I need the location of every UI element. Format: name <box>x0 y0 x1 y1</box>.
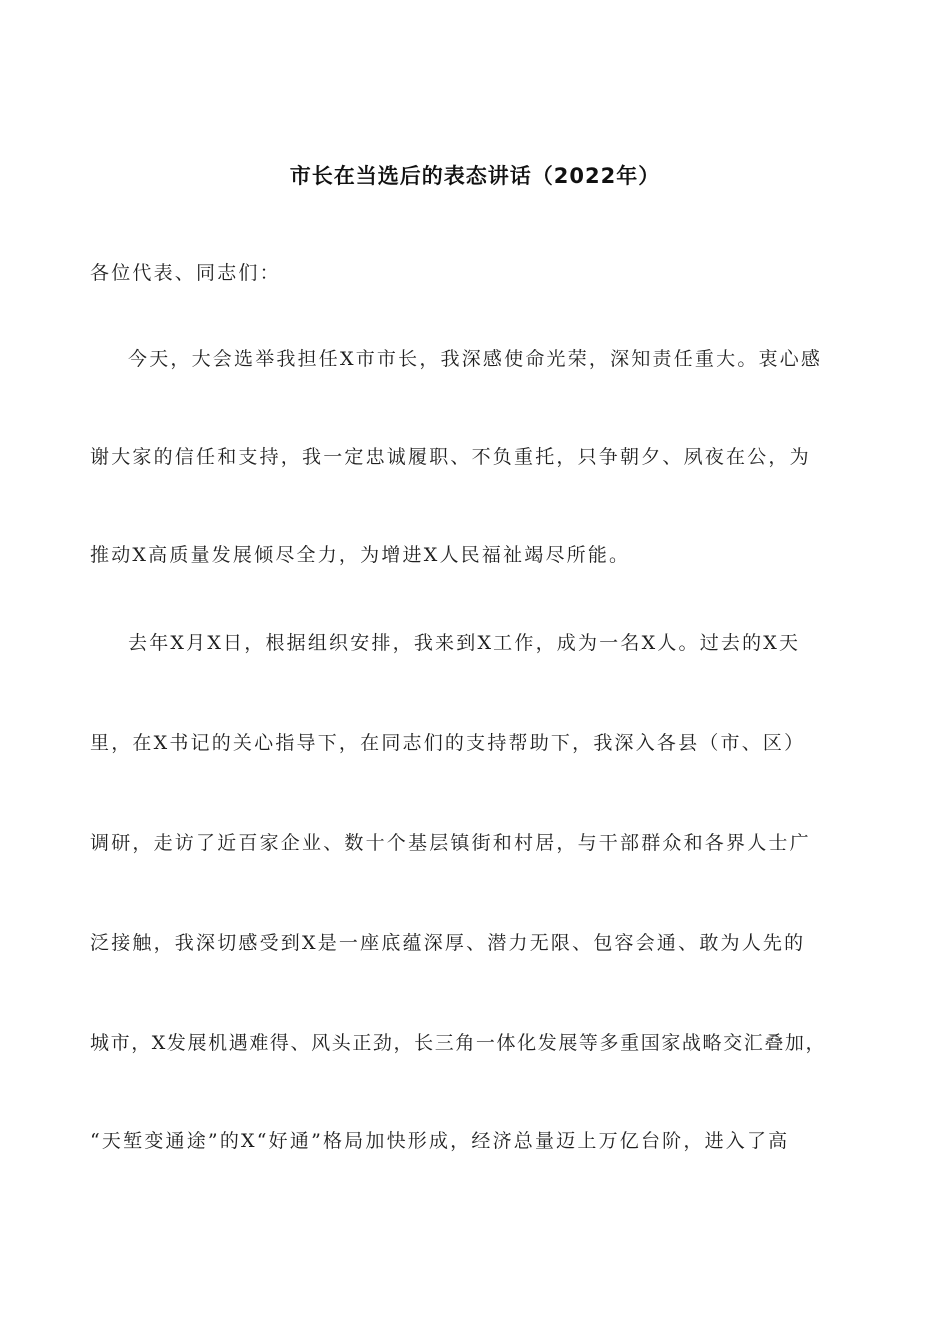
paragraph-line: 泛接触，我深切感受到X是一座底蕴深厚、潜力无限、包容会通、敢为人先的 <box>90 932 806 954</box>
paragraph-line: 城市，X发展机遇难得、风头正劲，长三角一体化发展等多重国家战略交汇叠加， <box>90 1032 827 1054</box>
paragraph-line: 推动X高质量发展倾尽全力，为增进X人民福祉竭尽所能。 <box>90 544 631 566</box>
paragraph-line: “天堑变通途”的X“好通”格局加快形成，经济总量迈上万亿台阶，进入了高 <box>90 1130 790 1152</box>
document-title: 市长在当选后的表态讲话（2022年） <box>289 164 661 188</box>
paragraph-line: 谢大家的信任和支持，我一定忠诚履职、不负重托，只争朝夕、夙夜在公，为 <box>90 446 811 468</box>
salutation: 各位代表、同志们： <box>90 262 281 284</box>
paragraph-line: 里，在X书记的关心指导下，在同志们的支持帮助下，我深入各县（市、区） <box>90 732 806 754</box>
paragraph-line: 调研，走访了近百家企业、数十个基层镇街和村居，与干部群众和各界人士广 <box>90 832 811 854</box>
paragraph-line: 今天，大会选举我担任X市市长，我深感使命光荣，深知责任重大。衷心感 <box>128 348 823 370</box>
paragraph-line: 去年X月X日，根据组织安排，我来到X工作，成为一名X人。过去的X天 <box>128 632 801 654</box>
